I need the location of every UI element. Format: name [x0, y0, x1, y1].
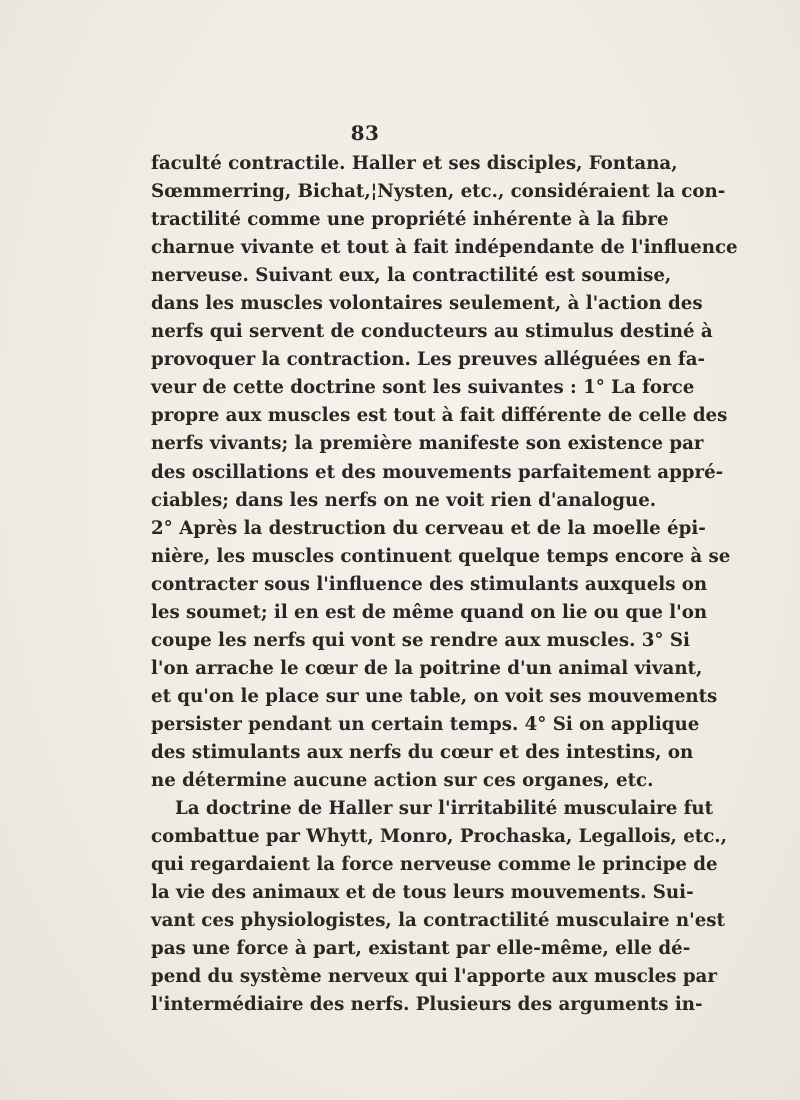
text-line: persister pendant un certain temps. 4° Si on applique: [151, 713, 700, 735]
text-line: provoquer la contraction. Les preuves alléguées en fa-: [151, 349, 706, 371]
paragraph: [151, 150, 738, 795]
text-line: des stimulants aux nerfs du cœur et des intestins, on: [151, 741, 694, 763]
text-line: ciables; dans les nerfs on ne voit rien d'analogue.: [151, 489, 657, 511]
text-line: pas une force à part, existant par elle-même, elle dé-: [151, 938, 691, 960]
text-line: combattue par Whytt, Monro, Prochaska, Legallois, etc.,: [151, 826, 727, 848]
text-line: nerfs vivants; la première manifeste son existence par: [151, 433, 704, 455]
text-line: nerfs qui servent de conducteurs au stimulus destiné à: [151, 321, 713, 343]
text-line: la vie des animaux et de tous leurs mouvements. Sui-: [151, 882, 694, 904]
text-line: veur de cette doctrine sont les suivantes : 1° La force: [151, 377, 695, 399]
text-line: Sœmmerring, Bichat,¦Nysten, etc., considéraient la con-: [151, 181, 726, 203]
text-line: pend du système nerveux qui l'apporte aux muscles par: [151, 966, 717, 988]
text-line: coupe les nerfs qui vont se rendre aux muscles. 3° Si: [151, 629, 690, 651]
text-line: nière, les muscles continuent quelque temps encore à se: [151, 545, 731, 567]
text-line: qui regardaient la force nerveuse comme le principe de: [151, 854, 718, 876]
text-line: dans les muscles volontaires seulement, à l'action des: [151, 293, 703, 315]
text-line: propre aux muscles est tout à fait différente de celle des: [151, 405, 728, 427]
page-number: 83: [350, 121, 380, 145]
text-line: les soumet; il en est de même quand on lie ou que l'on: [151, 601, 708, 623]
text-line: vant ces physiologistes, la contractilité musculaire n'est: [151, 910, 725, 932]
text-line: ne détermine aucune action sur ces organes, etc.: [151, 770, 654, 792]
text-line: nerveuse. Suivant eux, la contractilité est soumise,: [151, 265, 672, 287]
text-line: faculté contractile. Haller et ses disciples, Fontana,: [151, 153, 678, 174]
text-line: La doctrine de Haller sur l'irritabilité musculaire fut: [175, 798, 714, 820]
text-line: l'on arrache le cœur de la poitrine d'un animal vivant,: [151, 657, 703, 679]
text-line: charnue vivante et tout à fait indépendante de l'influence: [151, 237, 738, 259]
text-line: 2° Après la destruction du cerveau et de la moelle épi-: [151, 517, 706, 539]
body-text: [151, 150, 738, 1019]
text-line: contracter sous l'influence des stimulants auxquels on: [151, 573, 708, 595]
text-line: des oscillations et des mouvements parfaitement appré-: [151, 461, 724, 483]
text-line: et qu'on le place sur une table, on voit ses mouvements: [151, 685, 718, 707]
text-line: tractilité comme une propriété inhérente à la fibre: [151, 209, 669, 231]
text-line: l'intermédiaire des nerfs. Plusieurs des arguments in-: [151, 994, 703, 1016]
paragraph: [151, 795, 727, 1019]
